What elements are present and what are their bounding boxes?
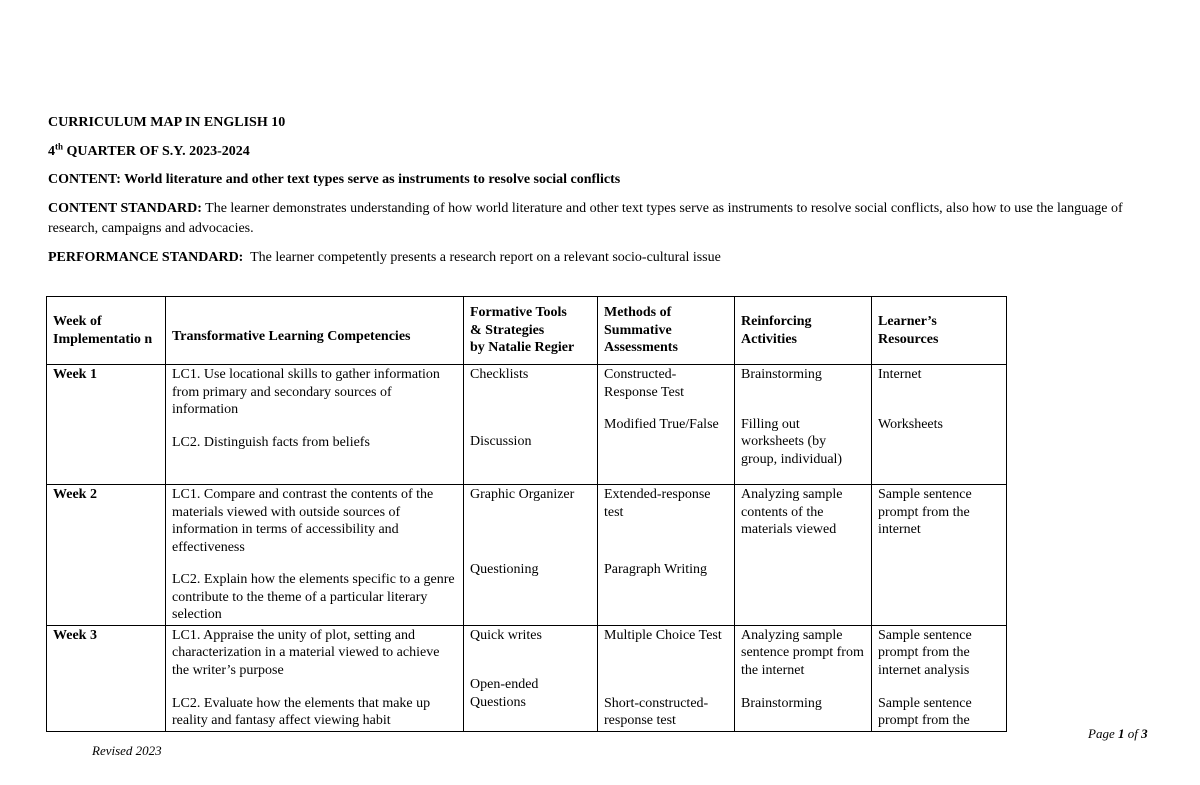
week-cell: Week 3 — [47, 625, 166, 731]
page-number-total: 3 — [1141, 726, 1148, 741]
resource-item: Sample sentence prompt from the internet analysis — [878, 627, 972, 678]
table-row — [47, 625, 1007, 731]
page-number — [1088, 726, 1148, 742]
reinforcing-item: Analyzing sample sentence prompt from the internet — [741, 627, 864, 678]
summative-item: Extended-response test — [604, 487, 711, 520]
table-header-row — [47, 297, 1007, 365]
summative-item: Modified True/False — [604, 417, 719, 432]
resource-item: Worksheets — [878, 416, 943, 432]
reinforcing-cell — [735, 625, 872, 731]
reinforcing-item: Brainstorming — [741, 367, 822, 382]
summative-cell — [598, 625, 735, 731]
reinforcing-cell — [735, 485, 872, 626]
performance-standard-text: The learner competently presents a research report on a relevant socio-cultural issue — [250, 250, 721, 265]
quarter-number: 4 — [48, 144, 55, 159]
content-label: CONTENT: — [48, 172, 121, 187]
column-header-resources-line2: Resources — [878, 331, 939, 347]
competency-lc2: LC2. Explain how the elements specific to a genre contribute to the theme of a particular literary selection — [172, 572, 455, 622]
table-row — [47, 365, 1007, 485]
page-number-current: 1 — [1117, 726, 1125, 741]
formative-item: Questioning — [470, 561, 539, 577]
formative-item: Quick writes — [470, 627, 542, 643]
column-header-week: Week of Implementatio n — [47, 297, 166, 365]
summative-item: Paragraph Writing — [604, 562, 707, 577]
reinforcing-cell — [735, 365, 872, 485]
content-line — [48, 171, 620, 189]
table-row — [47, 485, 1007, 626]
revised-note: Revised 2023 — [92, 743, 162, 758]
competencies-cell — [166, 625, 464, 731]
formative-cell — [464, 485, 598, 626]
competency-lc1: LC1. Compare and contrast the contents of the materials viewed with outside sources of information in terms of accessibility and effectiveness — [172, 487, 434, 555]
competency-lc1: LC1. Use locational skills to gather information from primary and secondary sources of information — [172, 367, 440, 417]
content-standard — [48, 199, 1158, 239]
column-header-resources-line1: Learner’s — [878, 314, 937, 329]
competency-lc1: LC1. Appraise the unity of plot, setting and characterization in a material viewed to achieve the writer’s purpose — [172, 627, 440, 678]
performance-standard-label: PERFORMANCE STANDARD: — [48, 250, 244, 265]
column-header-resources — [872, 297, 1007, 365]
formative-item: Graphic Organizer — [470, 487, 575, 502]
competencies-cell — [166, 365, 464, 485]
column-header-reinforcing-line1: Reinforcing — [741, 314, 812, 329]
content-standard-label: CONTENT STANDARD: — [48, 201, 202, 216]
column-header-formative — [464, 297, 598, 365]
formative-item: Discussion — [470, 433, 532, 449]
resource-item: Sample sentence prompt from the — [878, 695, 972, 728]
column-header-formative-line3: by Natalie Regier — [470, 340, 575, 356]
column-header-summative-line2: Summative — [604, 322, 672, 338]
content-text: World literature and other text types serve as instruments to resolve social conflicts — [124, 172, 621, 187]
column-header-summative — [598, 297, 735, 365]
quarter-line — [48, 143, 250, 161]
reinforcing-item: Filling out worksheets (by group, individual) — [741, 416, 843, 467]
page-number-prefix: Page — [1088, 726, 1118, 741]
summative-cell — [598, 485, 735, 626]
page-number-of: of — [1124, 726, 1142, 741]
resources-cell — [872, 625, 1007, 731]
document-title: CURRICULUM MAP IN ENGLISH 10 — [48, 115, 286, 130]
week-cell: Week 2 — [47, 485, 166, 626]
resources-cell — [872, 365, 1007, 485]
curriculum-map-table — [46, 296, 1007, 732]
competency-lc2: LC2. Evaluate how the elements that make up reality and fantasy affect viewing habit — [172, 695, 431, 728]
column-header-reinforcing-line2: Activities — [741, 331, 797, 347]
quarter-text: QUARTER OF S.Y. 2023-2024 — [63, 144, 250, 159]
resource-item: Sample sentence prompt from the internet — [878, 487, 972, 537]
column-header-reinforcing — [735, 297, 872, 365]
summative-item: Constructed-Response Test — [604, 367, 685, 400]
competency-lc2: LC2. Distinguish facts from beliefs — [172, 435, 370, 450]
resource-item: Internet — [878, 367, 922, 382]
column-header-formative-line2: & Strategies — [470, 322, 545, 338]
summative-item: Multiple Choice Test — [604, 627, 722, 643]
resources-cell — [872, 485, 1007, 626]
summative-cell — [598, 365, 735, 485]
reinforcing-item: Brainstorming — [741, 695, 822, 711]
formative-cell — [464, 625, 598, 731]
formative-cell — [464, 365, 598, 485]
column-header-formative-line1: Formative Tools — [470, 305, 567, 321]
formative-item: Open-ended Questions — [470, 677, 539, 710]
competencies-cell — [166, 485, 464, 626]
column-header-summative-line3: Assessments — [604, 340, 678, 356]
summative-item: Short-constructed-response test — [604, 695, 709, 728]
content-standard-text: The learner demonstrates understanding of how world literature and other text types serve as instruments to resolve social conflicts, also how to use the language of research, campaigns and advocacies. — [48, 201, 1123, 236]
performance-standard — [48, 249, 721, 267]
column-header-competencies: Transformative Learning Competencies — [166, 297, 464, 365]
week-cell: Week 1 — [47, 365, 166, 485]
column-header-summative-line1: Methods of — [604, 305, 672, 321]
reinforcing-item: Analyzing sample contents of the materials viewed — [741, 487, 843, 537]
formative-item: Checklists — [470, 367, 529, 382]
quarter-suffix: th — [55, 141, 64, 152]
